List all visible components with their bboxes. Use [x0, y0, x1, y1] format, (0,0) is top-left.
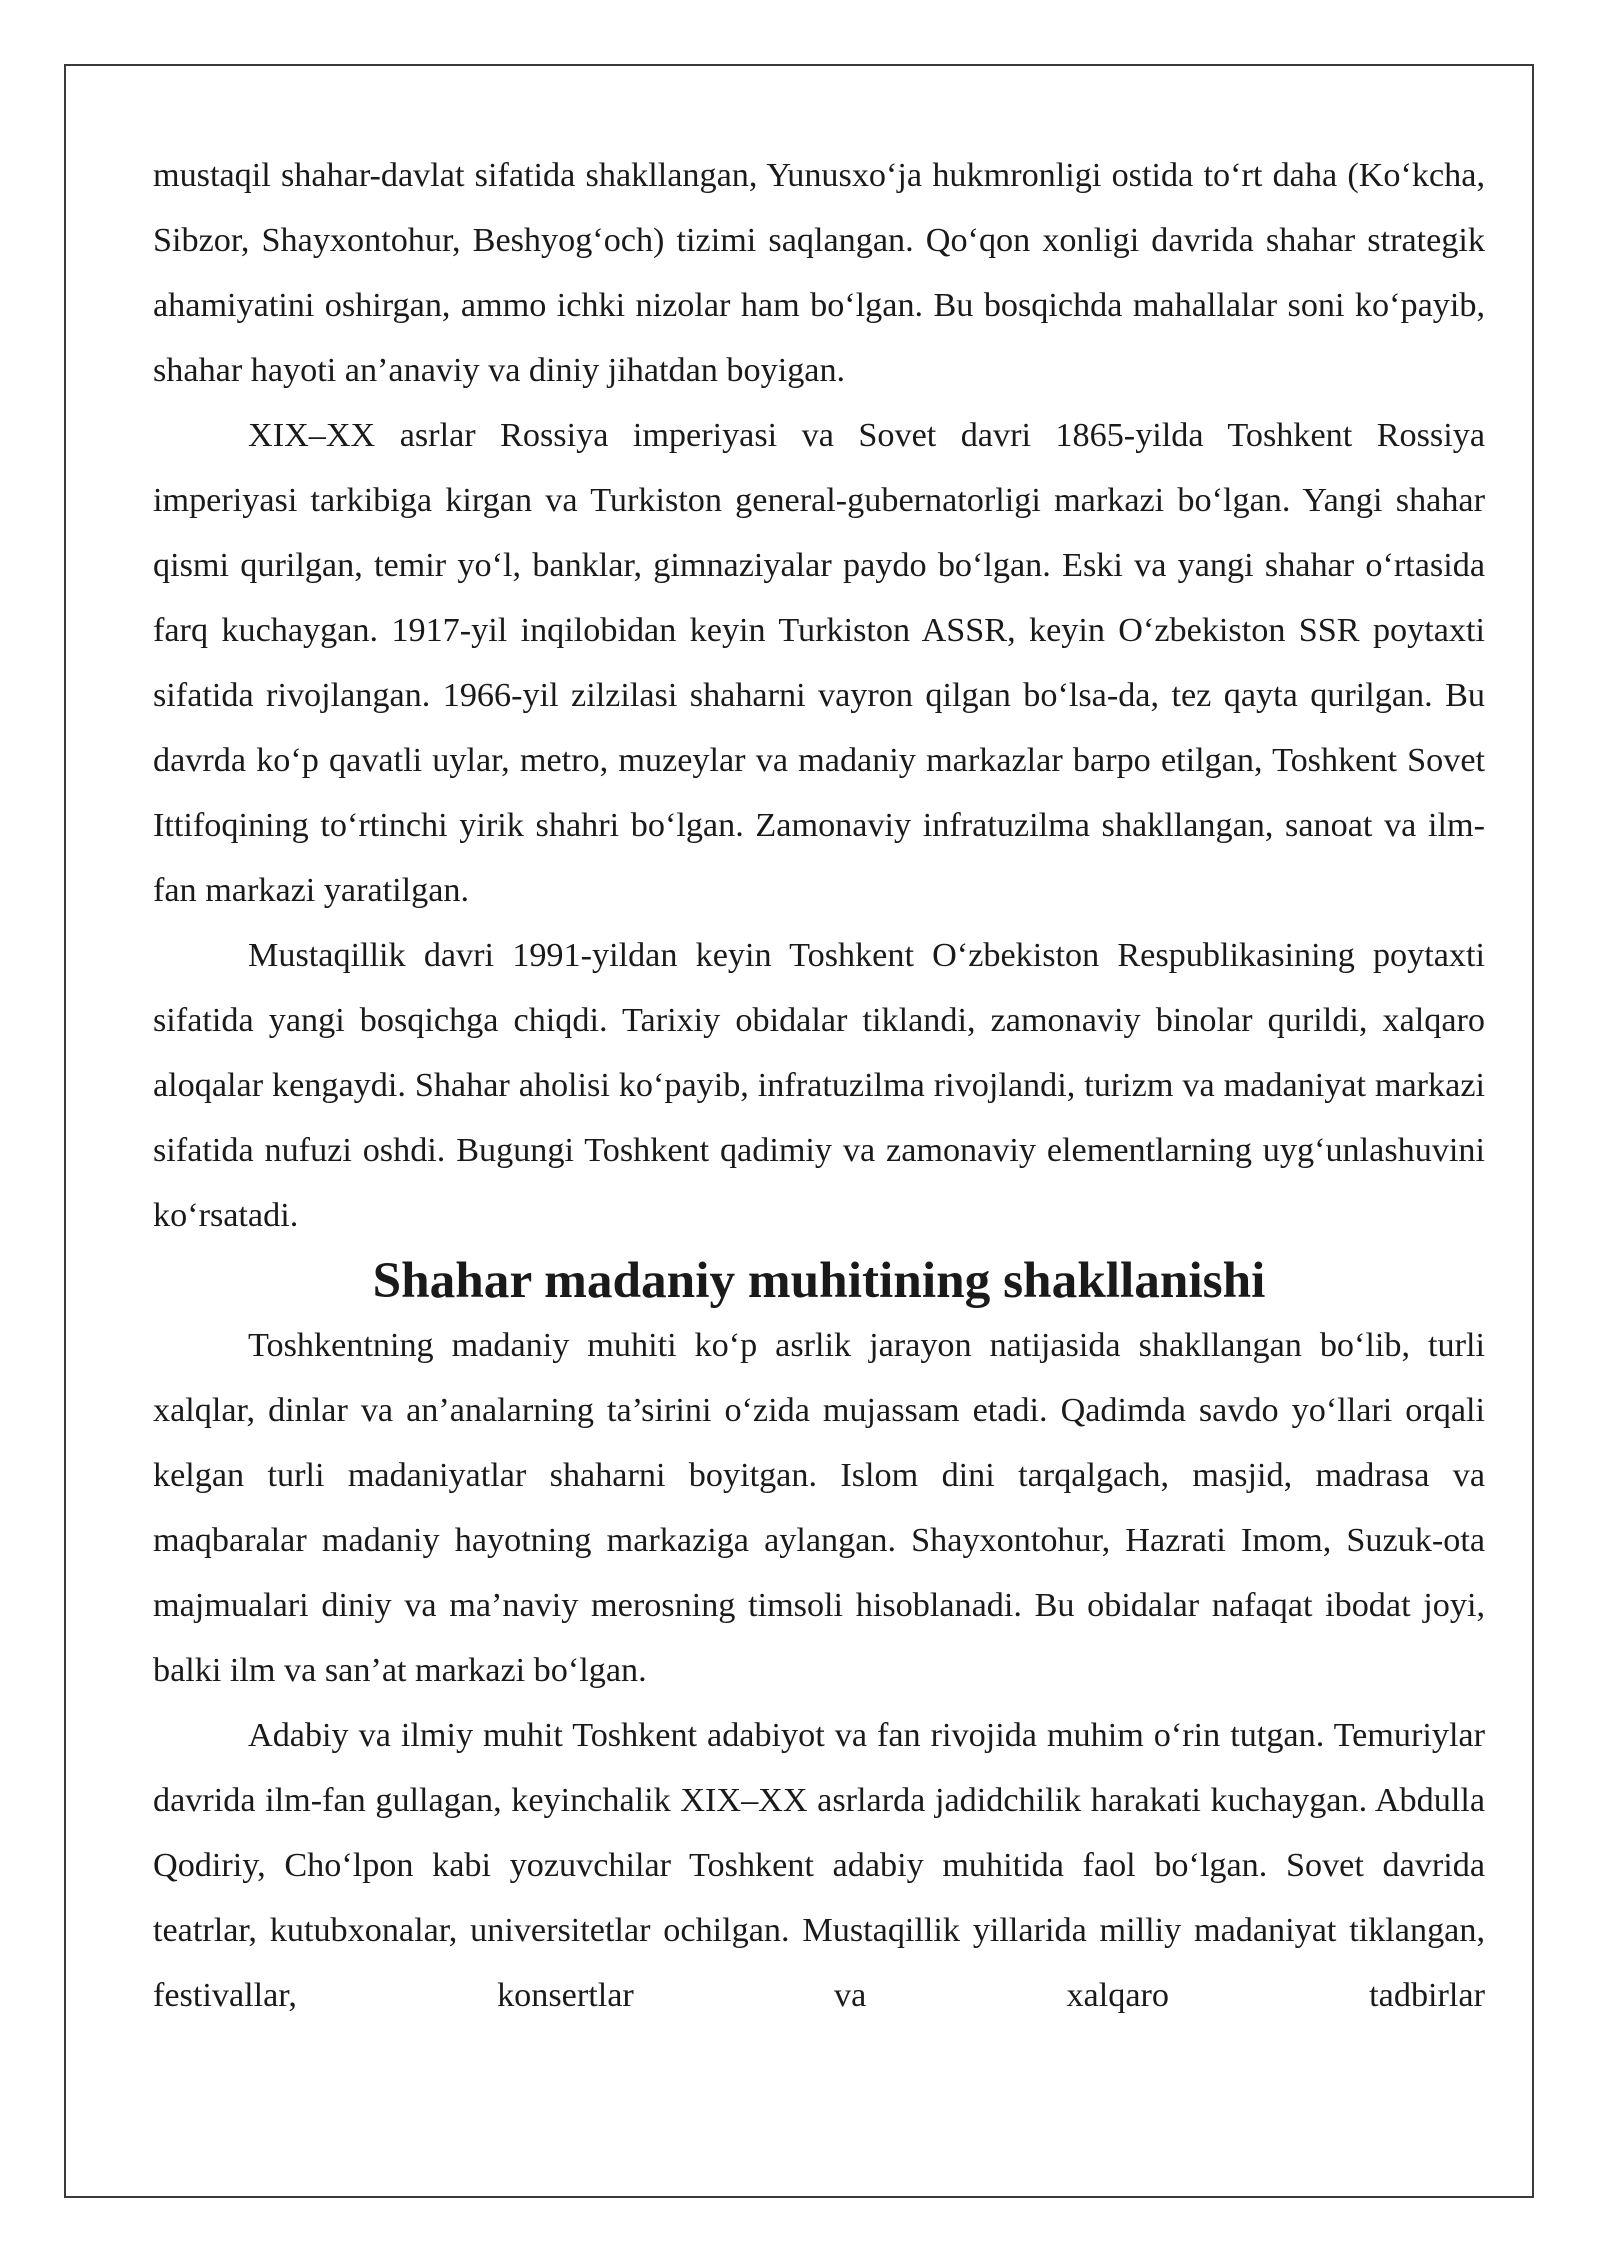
paragraph-independence-period: Mustaqillik davri 1991-yildan keyin Toshkent O‘zbekiston Respublikasining poytaxti sifatida yangi bosqichga chiqdi. Tarixiy obidalar tiklandi, zamonaviy binolar qurildi, xalqaro aloqalar kengaydi. Shahar aholisi ko‘payib, infratuzilma rivojlandi, turizm va madaniyat markazi sifatida nufuzi oshdi. Bugungi Toshkent qadimiy va zamonaviy elementlarning uyg‘unlashuvini ko‘rsatadi. [153, 937, 1485, 1234]
paragraph-continuation: mustaqil shahar-davlat sifatida shakllangan, Yunusxo‘ja hukmronligi ostida to‘rt daha (Ko‘kcha, Sibzor, Shayxontohur, Beshyog‘och) tizimi saqlangan. Qo‘qon xonligi davrida shahar strategik ahamiyatini oshirgan, ammo ichki nizolar ham bo‘lgan. Bu bosqichda mahallalar soni ko‘payib, shahar hayoti an’anaviy va diniy jihatdan boyigan. [153, 157, 1485, 389]
paragraph-cultural-environment: Toshkentning madaniy muhiti ko‘p asrlik jarayon natijasida shakllangan bo‘lib, turli xalqlar, dinlar va an’analarning ta’sirini o‘zida mujassam etadi. Qadimda savdo yo‘llari orqali kelgan turli madaniyatlar shaharni boyitgan. Islom dini tarqalgach, masjid, madrasa va maqbaralar madaniy hayotning markaziga aylangan. Shayxontohur, Hazrati Imom, Suzuk-ota majmualari diniy va ma’naviy merosning timsoli hisoblanadi. Bu obidalar nafaqat ibodat joyi, balki ilm va san’at markazi bo‘lgan. [153, 1327, 1485, 1689]
paragraph-russian-soviet-period: XIX–XX asrlar Rossiya imperiyasi va Sovet davri 1865-yilda Toshkent Rossiya imperiyasi tarkibiga kirgan va Turkiston general-gubernatorligi markazi bo‘lgan. Yangi shahar qismi qurilgan, temir yo‘l, banklar, gimnaziyalar paydo bo‘lgan. Eski va yangi shahar o‘rtasida farq kuchaygan. 1917-yil inqilobidan keyin Turkiston ASSR, keyin O‘zbekiston SSR poytaxti sifatida rivojlangan. 1966-yil zilzilasi shaharni vayron qilgan bo‘lsa-da, tez qayta qurilgan. Bu davrda ko‘p qavatli uylar, metro, muzeylar va madaniy markazlar barpo etilgan, Toshkent Sovet Ittifoqining to‘rtinchi yirik shahri bo‘lgan. Zamonaviy infratuzilma shakllangan, sanoat va ilm-fan markazi yaratilgan. [153, 417, 1485, 909]
section-heading: Shahar madaniy muhitining shakllanishi [372, 1252, 1266, 1309]
paragraph-literary-scientific: Adabiy va ilmiy muhit Toshkent adabiyot va fan rivojida muhim o‘rin tutgan. Temuriylar davrida ilm-fan gullagan, keyinchalik XIX–XX asrlarda jadidchilik harakati kuchaygan. Abdulla Qodiriy, Cho‘lpon kabi yozuvchilar Toshkent adabiy muhitida faol bo‘lgan. Sovet davrida teatrlar, kutubxonalar, universitetlar ochilgan. Mustaqillik yillarida milliy madaniyat tiklangan, festivallar, konsertlar va xalqaro tadbirlar [153, 1717, 1485, 2014]
document-body [153, 143, 1485, 2028]
